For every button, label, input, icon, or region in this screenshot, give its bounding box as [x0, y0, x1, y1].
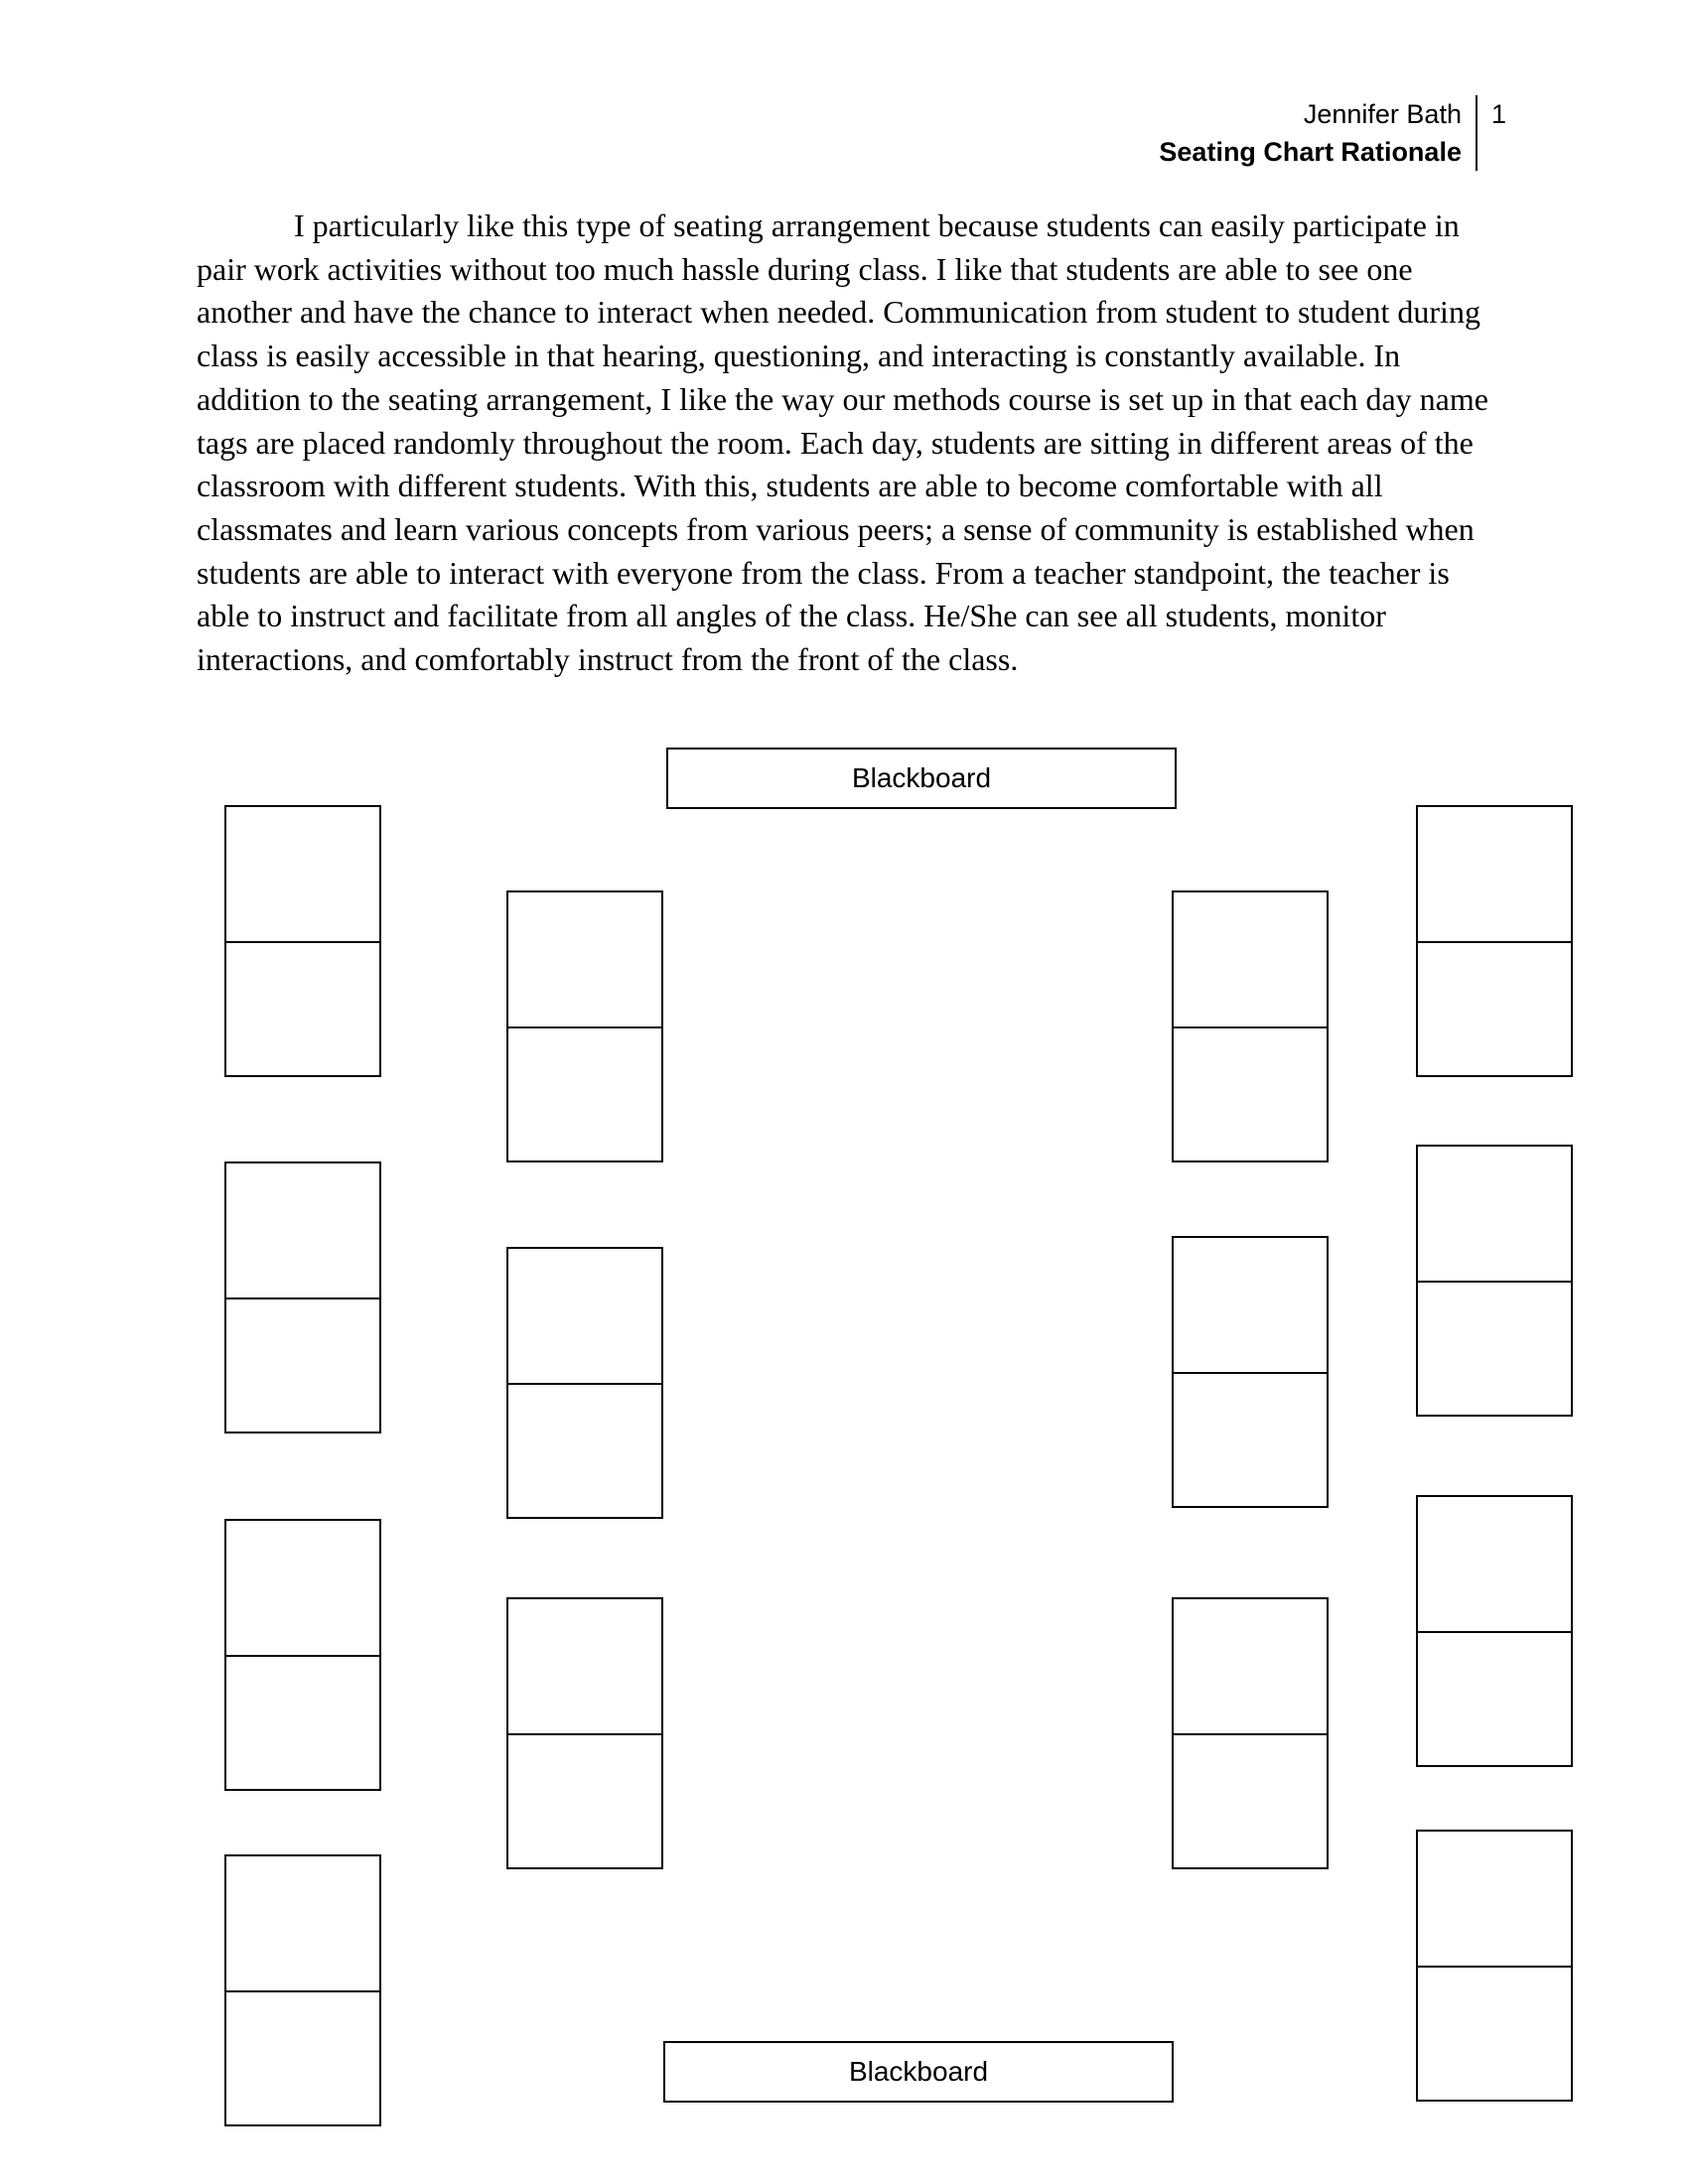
desk-pair: [1172, 1236, 1329, 1508]
seat: [508, 1026, 661, 1160]
seat: [508, 1733, 661, 1867]
desk-pair: [1416, 805, 1573, 1077]
seat: [226, 1297, 379, 1432]
page-number: 1: [1490, 99, 1506, 129]
desk-pair: [224, 1854, 381, 2126]
seat: [226, 1163, 379, 1297]
seat: [508, 892, 661, 1026]
seat: [508, 1249, 661, 1383]
desk-pair: [1416, 1830, 1573, 2102]
seat: [1418, 941, 1571, 1075]
desk-pair: [224, 1519, 381, 1791]
seat: [1174, 1026, 1327, 1160]
blackboard-bottom: Blackboard: [663, 2041, 1174, 2103]
desk-pair: [1172, 1597, 1329, 1869]
desk-pair: [506, 1597, 663, 1869]
desk-pair: [1416, 1495, 1573, 1767]
seat: [1418, 1147, 1571, 1281]
seat: [226, 1990, 379, 2124]
seat: [226, 1521, 379, 1655]
seat: [1174, 1238, 1327, 1372]
desk-pair: [224, 1161, 381, 1433]
rationale-paragraph: I particularly like this type of seating arrangement because students can easily participate in pair work activities without too much hassle during class. I like that students are able to see one another and have the chance to interact when needed. Communication from student to student during class is easily accessible in that hearing, questioning, and interacting is constantly available. In addition to the seating arrangement, I like the way our methods course is set up in that each day name tags are placed randomly throughout the room. Each day, students are sitting in different areas of the classroom with different students. With this, students are able to become comfortable with all classmates and learn various concepts from various peers; a sense of community is established when students are able to interact with everyone from the class. From a teacher standpoint, the teacher is able to instruct and facilitate from all angles of the class. He/She can see all students, monitor interactions, and comfortably instruct from the front of the class.: [197, 207, 1488, 678]
seat: [226, 807, 379, 941]
seat: [1418, 1966, 1571, 2100]
seat: [1174, 892, 1327, 1026]
author-name: Jennifer Bath: [1303, 99, 1462, 129]
header-text-block: [1159, 95, 1477, 171]
seat: [508, 1383, 661, 1517]
page-header: [1159, 95, 1506, 171]
desk-pair: [1172, 890, 1329, 1162]
desk-pair: [224, 805, 381, 1077]
seat: [1418, 1631, 1571, 1765]
desk-pair: [1416, 1145, 1573, 1417]
seat: [1418, 1281, 1571, 1415]
seat: [226, 941, 379, 1075]
desk-pair: [506, 1247, 663, 1519]
seat: [508, 1599, 661, 1733]
blackboard-top: Blackboard: [666, 748, 1177, 809]
seat: [1174, 1733, 1327, 1867]
seat: [1174, 1599, 1327, 1733]
seat: [1418, 1832, 1571, 1966]
seat: [226, 1856, 379, 1990]
seat: [1418, 1497, 1571, 1631]
seat: [1418, 807, 1571, 941]
document-title: Seating Chart Rationale: [1159, 137, 1462, 167]
seat: [1174, 1372, 1327, 1506]
seat: [226, 1655, 379, 1789]
desk-pair: [506, 890, 663, 1162]
